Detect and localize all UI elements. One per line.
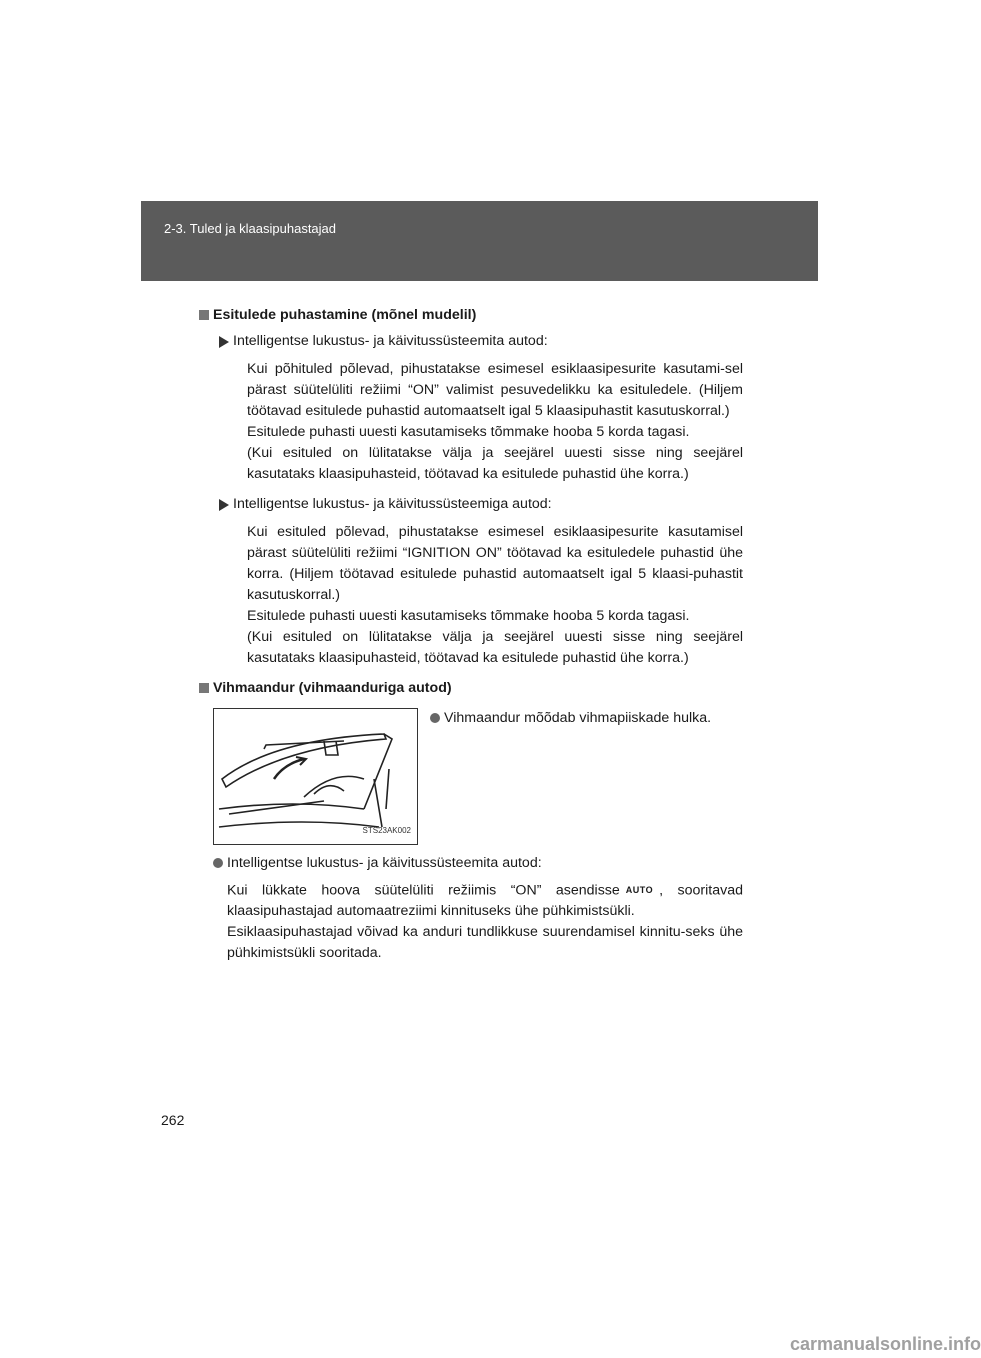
windshield-illustration xyxy=(213,708,418,845)
paragraph: Kui esituled põlevad, pihustatakse esimesel esiklaasipesurite kasutamisel pärast süütelüliti režiimi “IGNITION ON” töötavad ka esituledele puhastid ühe korra. (Hiljem töötavad esitulede puhastid automaatselt igal 5 klaasi-puhastit kasutuskorral.) xyxy=(247,524,743,603)
paragraph: Esitulede puhasti uuesti kasutamiseks tõmmake hooba 5 korda tagasi. xyxy=(247,424,690,440)
square-bullet-icon xyxy=(199,310,209,320)
rain-sensor-note: Vihmaandur mõõdab vihmapiiskade hulka. xyxy=(430,708,743,845)
auto-icon: AUTO xyxy=(625,885,654,895)
page-number: 262 xyxy=(161,1112,185,1128)
section-heading-rain-sensor: Vihmaandur (vihmaanduriga autod) xyxy=(199,678,743,699)
paragraph: Esitulede puhasti uuesti kasutamiseks tõmmake hooba 5 korda tagasi. xyxy=(247,608,690,624)
figure-code: STS23AK002 xyxy=(362,826,411,835)
rain-sensor-bullet: Intelligentse lukustus- ja käivitussüsteemita autod: Kui lükkate hoova süütelüliti režiimis “ON” asendisse AUTO , sooritavad klaasipuhastajad automaatreziimi kinnituseks ühe pühkimistsükli. Esiklaasipuhastajad võivad ka anduri tundlikkuse suurendamisel kinnitu-seks ühe pühkimistsükli sooritada. xyxy=(213,853,743,964)
triangle-bullet-icon xyxy=(219,336,229,348)
paragraph: Esiklaasipuhastajad võivad ka anduri tundlikkuse suurendamisel kinnitu-seks ühe pühkimistsükli sooritada. xyxy=(227,924,743,962)
section-heading-headlamp-cleaner: Esitulede puhastamine (mõnel mudelil) xyxy=(199,305,743,326)
paragraph: Kui lükkate hoova süütelüliti režiimis “ON” asendisse AUTO , sooritavad klaasipuhastajad automaatreziimi kinnituseks ühe pühkimistsükli. xyxy=(227,880,743,922)
paragraph: Kui põhituled põlevad, pihustatakse esimesel esiklaasipesurite kasutami-sel pärast süütelüliti režiimi “ON” valimist pesuvedelikku ka esituledele. (Hiljem töötavad esitulede puhastid automaatselt igal 5 klaasipuhastit kasutuskorral.) xyxy=(247,361,743,419)
subsection-without-smart-key: Intelligentse lukustus- ja käivitussüsteemita autod: Kui põhituled põlevad, pihustatakse esimesel esiklaasipesurite kasutami-sel pärast süütelüliti režiimi “ON” valimist pesuvedelikku ka esituledele. (Hiljem töötavad esitulede puhastid automaatselt igal 5 klaasipuhastit kasutuskorral.) Esitulede puhasti uuesti kasutamiseks tõmmake hooba 5 korda tagasi. (Kui esituled on lülitatakse välja ja seejärel uuesti sisse ning seejärel kasutataks klaasipuhasteid, töötavad ka esitulede puhastid ühe korra.) xyxy=(233,331,743,485)
section-title: 2-3. Tuled ja klaasipuhastajad xyxy=(164,221,337,236)
circle-bullet-icon xyxy=(430,713,440,723)
page-header xyxy=(141,201,818,281)
square-bullet-icon xyxy=(199,683,209,693)
watermark: carmanualsonline.info xyxy=(790,1334,981,1354)
page-content xyxy=(213,305,743,964)
subsection-with-smart-key: Intelligentse lukustus- ja käivitussüsteemiga autod: Kui esituled põlevad, pihustatakse esimesel esiklaasipesurite kasutamisel pärast süütelüliti režiimi “IGNITION ON” töötavad ka esituledele puhastid ühe korra. (Hiljem töötavad esitulede puhastid automaatselt igal 5 klaasi-puhastit kasutuskorral.) Esitulede puhasti uuesti kasutamiseks tõmmake hooba 5 korda tagasi. (Kui esituled on lülitatakse välja ja seejärel uuesti sisse ning seejärel kasutataks klaasipuhasteid, töötavad ka esitulede puhastid ühe korra.) xyxy=(233,494,743,669)
circle-bullet-icon xyxy=(213,858,223,868)
triangle-bullet-icon xyxy=(219,499,229,511)
paragraph: (Kui esituled on lülitatakse välja ja seejärel uuesti sisse ning seejärel kasutataks klaasipuhasteid, töötavad ka esitulede puhastid ühe korra.) xyxy=(247,445,743,482)
paragraph: (Kui esituled on lülitatakse välja ja seejärel uuesti sisse ning seejärel kasutataks klaasipuhasteid, töötavad ka esitulede puhastid ühe korra.) xyxy=(247,629,743,666)
